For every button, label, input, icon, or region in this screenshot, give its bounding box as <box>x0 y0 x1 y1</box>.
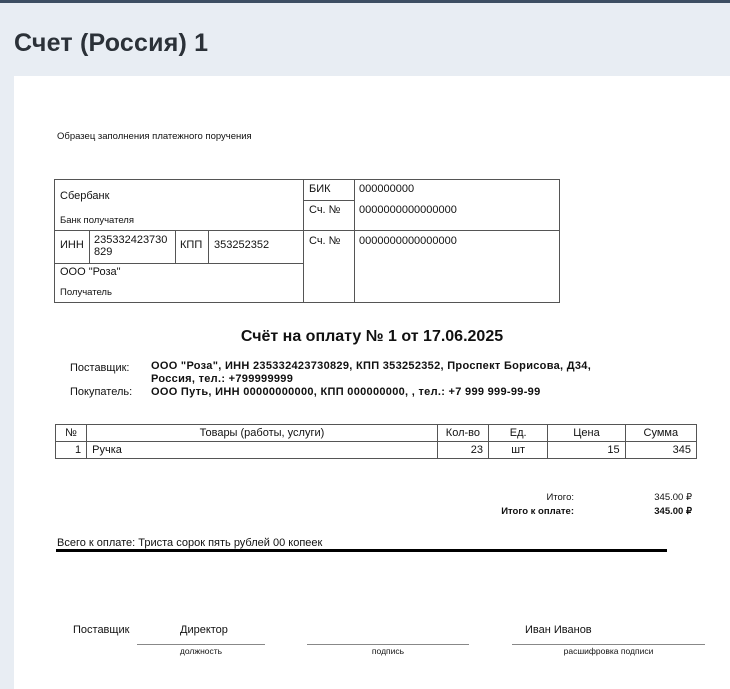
invoice-document <box>14 76 730 689</box>
kpp-value: 353252352 <box>214 239 270 251</box>
signature-supplier-label: Поставщик <box>73 624 130 636</box>
position-line <box>137 644 265 645</box>
sample-caption: Образец заполнения платежного поручения <box>57 131 252 142</box>
sign-caption: подпись <box>371 646 405 656</box>
cell-qty: 23 <box>437 442 488 459</box>
to-pay-label: Итого к оплате: <box>501 506 574 517</box>
bank-details-table <box>54 179 560 303</box>
bank-divider-1 <box>303 180 304 302</box>
header-unit: Ед. <box>489 425 548 442</box>
kpp-divider-1 <box>175 230 176 263</box>
cell-num: 1 <box>56 442 87 459</box>
account-label: Сч. № <box>309 235 341 247</box>
signature-position: Директор <box>180 624 228 636</box>
decode-line <box>512 644 705 645</box>
header-price: Цена <box>548 425 625 442</box>
bik-label: БИК <box>309 183 331 195</box>
bank-hline-2 <box>55 230 559 231</box>
header-num: № <box>56 425 87 442</box>
decode-caption: расшифровка подписи <box>563 646 654 656</box>
recipient-name: ООО "Роза" <box>60 266 121 278</box>
header-sum: Сумма <box>625 425 696 442</box>
header-goods: Товары (работы, услуги) <box>87 425 438 442</box>
corr-account-label: Сч. № <box>309 204 341 216</box>
buyer-label: Покупатель: <box>70 386 133 398</box>
header-qty: Кол-во <box>437 425 488 442</box>
bik-value: 000000000 <box>359 183 415 195</box>
supplier-details-line1: ООО "Роза", ИНН 235332423730829, КПП 353252352, Проспект Борисова, Д34, <box>151 360 592 372</box>
kpp-divider-2 <box>208 230 209 263</box>
supplier-details-line2: Россия, тел.: +799999999 <box>151 373 294 385</box>
cell-sum: 345 <box>625 442 696 459</box>
corr-account-value: 0000000000000000 <box>359 204 457 216</box>
page-title: Счет (Россия) 1 <box>14 29 209 57</box>
buyer-details: ООО Путь, ИНН 00000000000, КПП 000000000, , тел.: +7 999 999-99-99 <box>151 386 541 398</box>
inn-divider <box>89 230 90 263</box>
recipient-label: Получатель <box>60 287 112 298</box>
supplier-details <box>151 360 591 386</box>
kpp-label: КПП <box>180 239 203 251</box>
bank-hline-3 <box>55 263 303 264</box>
inn-value-line2: 829 <box>94 246 113 258</box>
cell-goods: Ручка <box>87 442 438 459</box>
sign-line <box>307 644 469 645</box>
inn-label: ИНН <box>60 239 84 251</box>
cell-price: 15 <box>548 442 625 459</box>
account-value: 0000000000000000 <box>359 235 457 247</box>
signature-name: Иван Иванов <box>525 624 592 636</box>
table-row <box>56 442 697 459</box>
amount-underline <box>56 549 667 552</box>
bank-label: Банк получателя <box>60 215 134 226</box>
total-label: Итого: <box>546 492 574 503</box>
inn-value <box>94 234 167 258</box>
bank-name: Сбербанк <box>60 190 110 202</box>
position-caption: должность <box>179 646 223 656</box>
supplier-label: Поставщик: <box>70 362 130 374</box>
bank-hline-1 <box>303 200 354 201</box>
inn-value-line1: 235332423730 <box>94 234 168 246</box>
invoice-heading: Счёт на оплату № 1 от 17.06.2025 <box>240 328 504 345</box>
items-table <box>55 424 697 459</box>
bank-divider-2 <box>354 180 355 302</box>
table-header-row <box>56 425 697 442</box>
amount-in-words: Всего к оплате: Триста сорок пять рублей 00 копеек <box>57 537 323 549</box>
to-pay-value: 345.00 ₽ <box>654 506 692 517</box>
cell-unit: шт <box>489 442 548 459</box>
total-value: 345.00 ₽ <box>654 492 692 503</box>
